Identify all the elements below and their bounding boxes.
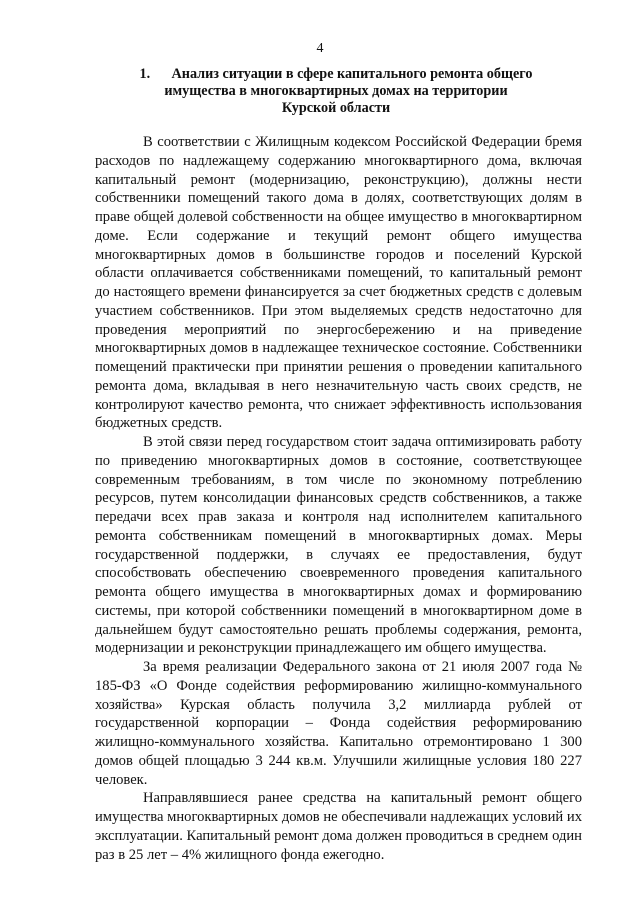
paragraph: В этой связи перед государством стоит задача оптимизировать работу по приведению многоквартирных домов в состояние, соответствующее современным требованиям, в том числе по экономному потреблению ресурсов, путем консолидации финансовых средств собственников, а также передачи всех прав заказа и контроля над исполнителем капитального ремонта собственникам помещений в многоквартирных домах. Меры государственной поддержки, в случаях ее предоставления, будут способствовать обеспечению своевременного проведения капитального ремонта общего имущества в многоквартирных домах и формированию системы, при которой собственники помещений в многоквартирном доме в дальнейшем будут самостоятельно решать проблемы содержания, ремонта, модернизации и реконструкции принадлежащего им общего имущества. — [95, 434, 582, 657]
section-heading — [110, 66, 562, 117]
section-title-line-2: имущества в многоквартирных домах на территории — [164, 83, 508, 99]
paragraph: Направлявшиеся ранее средства на капитальный ремонт общего имущества многоквартирных домов не обеспечивали надлежащих условий их эксплуатации. Капитальный ремонт дома должен проводиться в среднем один раз в 25 лет – 4% жилищного фонда ежегодно. — [95, 790, 582, 863]
page-number: 4 — [316, 41, 324, 56]
section-title-line-1: Анализ ситуации в сфере капитального ремонта общего — [171, 66, 533, 82]
section-title-line-3: Курской области — [281, 100, 391, 116]
paragraph: За время реализации Федерального закона от 21 июля 2007 года № 185-ФЗ «О Фонде содействия реформированию жилищно-коммунального хозяйства» Курская область получила 3,2 миллиарда рублей от государственной корпорации – Фонда содействия реформированию жилищно-коммунального хозяйства. Капитально отремонтировано 1 300 домов общей площадью 3 244 кв.м. Улучшили жилищные условия 180 227 человек. — [95, 659, 582, 788]
section-heading-line-1 — [110, 66, 562, 83]
section-number: 1. — [139, 66, 151, 82]
paragraph: В соответствии с Жилищным кодексом Российской Федерации бремя расходов по надлежащему содержанию многоквартирного дома, включая капитальный ремонт (модернизацию, реконструкцию), должны нести собственники помещений такого дома в долях, соответствующих долям в праве общей долевой собственности на общее имущество в многоквартирном доме. Если содержание и текущий ремонт общего имущества многоквартирных домов в большинстве городов и поселений Курской области оплачивается собственниками помещений, то капитальный ремонт до настоящего времени финансируется за счет бюджетных средств с долевым участием собственников. При этом выделяемых средств недостаточно для проведения мероприятий по энергосбережению и на приведение многоквартирных домов в надлежащее техническое состояние. Собственники помещений практически при принятии решения о проведении капитального ремонта дома, вкладывая в него незначительную часть своих средств, не контролируют качество ремонта, что снижает эффективность использования бюджетных средств. — [95, 134, 582, 432]
body-text — [95, 133, 582, 864]
